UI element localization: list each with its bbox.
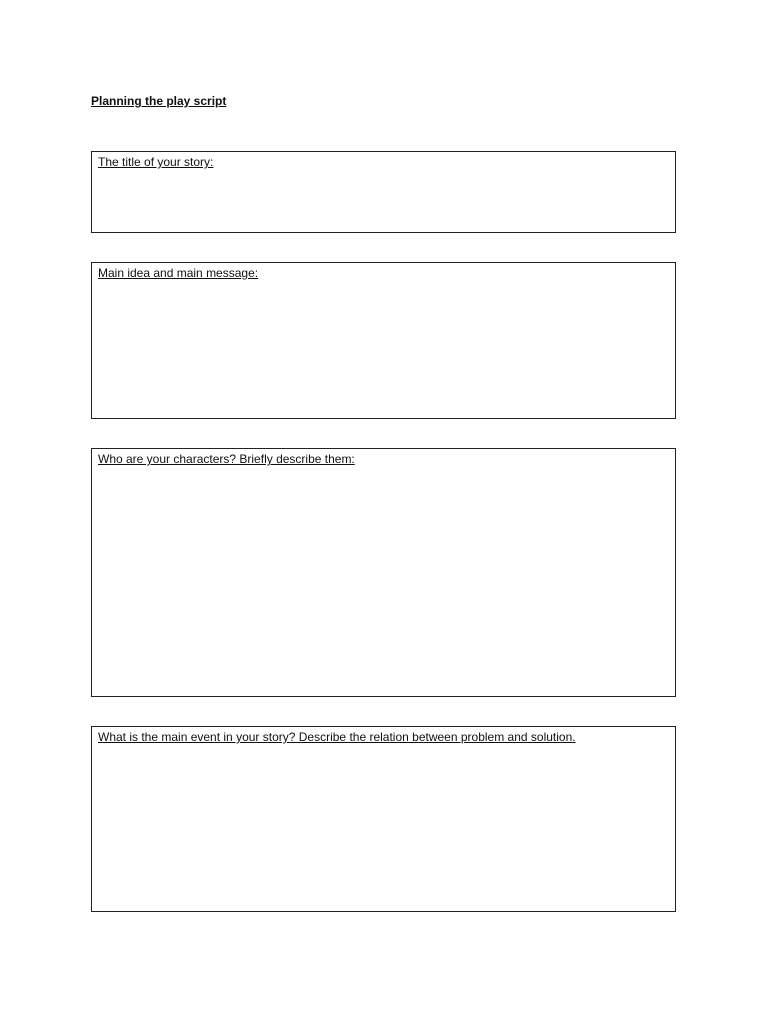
main-event-label: What is the main event in your story? Describe the relation between problem and solution.	[98, 730, 576, 744]
main-idea-label: Main idea and main message:	[98, 266, 259, 280]
story-title-box	[91, 151, 676, 233]
main-event-box	[91, 726, 676, 912]
story-title-label: The title of your story:	[98, 155, 214, 169]
main-event-writing-area[interactable]	[92, 747, 675, 911]
characters-label: Who are your characters? Briefly describe them:	[98, 452, 355, 466]
main-idea-box	[91, 262, 676, 419]
characters-box	[91, 448, 676, 697]
story-title-writing-area[interactable]	[92, 172, 675, 232]
page-title: Planning the play script	[91, 94, 227, 108]
main-idea-writing-area[interactable]	[92, 283, 675, 418]
characters-writing-area[interactable]	[92, 469, 675, 696]
